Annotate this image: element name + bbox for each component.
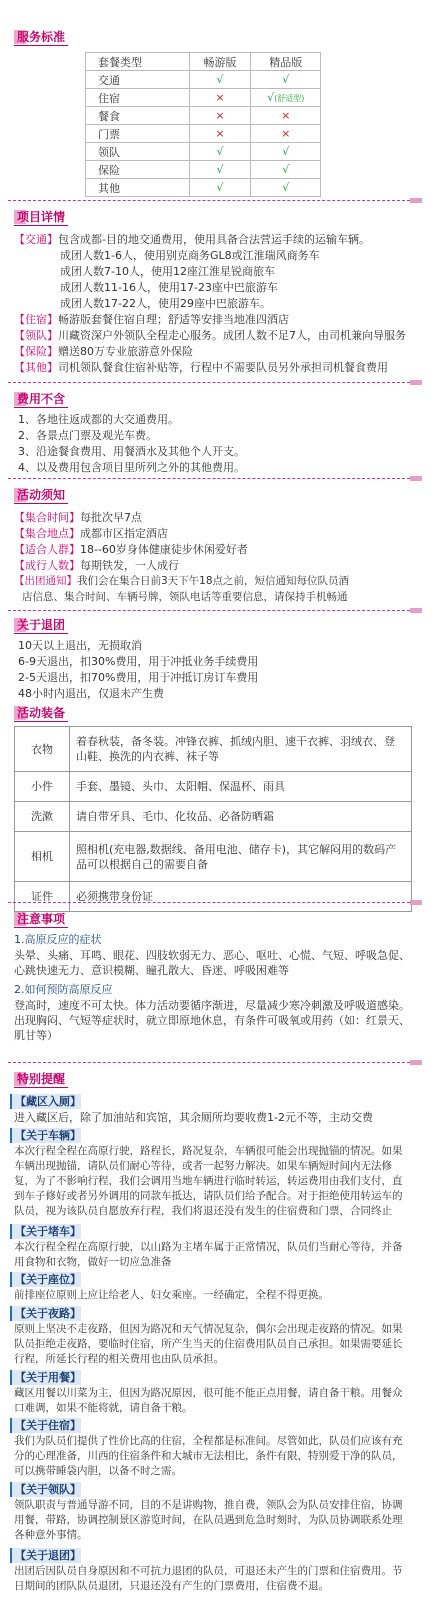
- notice-row: 【适合人群】18--60岁身体健康徒步休闲爱好者: [14, 543, 248, 556]
- section-title-equipment: 活动装备: [14, 706, 68, 720]
- check-mark: √: [189, 71, 251, 89]
- attention-q1: 1.高原反应的症状: [14, 933, 102, 946]
- excluded-item: 4、以及费用包含项目里所列之外的其他费用。: [18, 461, 245, 474]
- detail-other: 【其他】司机领队餐食住宿补贴等，行程中不需要队员另外承担司机餐食费用: [14, 361, 388, 374]
- section-title-special: 特别提醒: [14, 1072, 68, 1086]
- attention-a1: 头晕、头痛、耳鸣、眼花、四肢软弱无力、恶心、呕吐、心慌、气短、呼吸急促、心跳快速无力、意识模糊、瞳孔散大、昏迷、呼吸困难等: [14, 949, 410, 977]
- section-divider: [8, 610, 410, 611]
- table-row: [86, 161, 321, 179]
- detail-stay: 【住宿】畅游版套餐住宿自理；舒适等安排当地准四酒店: [14, 313, 289, 326]
- table-row: [86, 89, 321, 107]
- table-cell: 其他: [86, 179, 190, 197]
- table-cell: 着春秋装，备冬装。冲锋衣裤、抓绒内胆、速干衣裤、羽绒衣、登山鞋、换洗的内衣裤、袜子等: [70, 727, 412, 772]
- table-cell: 照相机(充电器,数据线、备用电池、储存卡)，其它解闷用的数码产品可以根据自己的需要自备: [70, 832, 412, 882]
- table-header: 套餐类型: [86, 53, 190, 71]
- table-row: [86, 179, 321, 197]
- table-header: 畅游版: [189, 53, 251, 71]
- cross-mark: ×: [251, 107, 321, 125]
- section-title-notice: 活动须知: [14, 488, 68, 502]
- table-header: 精品版: [251, 53, 321, 71]
- attention-q2: 2.如何预防高原反应: [14, 983, 113, 996]
- check-mark: √: [189, 179, 251, 197]
- notice-notify-cont: 店信息、集合时间、车辆号牌，领队电话等重要信息，请保持手机畅通: [22, 591, 348, 603]
- notice-row: 【集合时间】每批次早7点: [14, 511, 142, 524]
- table-cell: 请自带牙具、毛巾、化妆品、必备防晒霜: [70, 802, 412, 832]
- equipment-table: [14, 726, 412, 912]
- table-cell: 门票: [86, 125, 190, 143]
- check-mark: √: [189, 161, 251, 179]
- table-row: [15, 832, 412, 882]
- special-text: 藏区用餐以川菜为主，但因为路况原因，很可能不能正点用餐，请自备干粮。用餐众口难调，如果不能将就，请自备干粮。: [14, 1387, 403, 1414]
- special-text: 我们为队员们提供了性价比高的住宿，全程都是标准间。尽管如此，队员们应该有充分的心理准备，川西的住宿条件和大城市无法相比，条件有限，特别爱干净的队员，可以携带睡袋内胆，以备不时之需。: [14, 1435, 403, 1477]
- check-mark: √: [251, 179, 321, 197]
- vehicle-line: 成团人数7-10人，使用12座江淮星锐商旅车: [60, 265, 275, 278]
- service-table: [85, 52, 321, 197]
- table-cell: 必须携带身份证: [70, 882, 412, 912]
- table-row: [86, 125, 321, 143]
- table-cell: 证件: [15, 882, 70, 912]
- section-title-refund: 关于退团: [14, 618, 68, 632]
- excluded-item: 3、沿途餐食费用、用餐酒水及其他个人开支。: [18, 445, 245, 458]
- special-tag: 【关于住宿】: [10, 1418, 81, 1433]
- refund-item: 10天以上退出，无损取消: [18, 639, 142, 652]
- excluded-item: 2、各景点门票及观光车费。: [18, 429, 157, 442]
- notice-row: 【成行人数】每期铁发，一人成行: [14, 559, 179, 572]
- table-cell: 小件: [15, 772, 70, 802]
- table-cell: 相机: [15, 832, 70, 882]
- special-text: 进入藏区后，除了加油站和宾馆，其余厕所均要收费1-2元不等，主动交费: [14, 1111, 373, 1124]
- detail-insurance: 【保险】赠送80万专业旅游意外保险: [14, 345, 193, 358]
- excluded-item: 1、各地往返成都的大交通费用。: [18, 413, 179, 426]
- special-tag: 【关于夜路】: [10, 1306, 81, 1321]
- table-row: [15, 882, 412, 912]
- table-row: [86, 143, 321, 161]
- table-note: (舒适型): [274, 94, 305, 103]
- cross-mark: ×: [189, 125, 251, 143]
- check-mark: √: [251, 71, 321, 89]
- table-cell: 衣物: [15, 727, 70, 772]
- section-title-excluded: 费用不含: [14, 392, 68, 406]
- table-cell: 住宿: [86, 89, 190, 107]
- special-text: 领队职责与普通导游不同，目的不是讲购物，推自费，领队会为队员安排住宿，协调用餐，带路，协调控制景区游览时间，在队员遇到危急时刻时，为队员协调联系处理各种意外事情。: [14, 1499, 403, 1541]
- section-title-details: 项目详情: [14, 210, 68, 224]
- attention-a2: 登高时，速度不可太快。体力活动要循序渐进，尽量减少寒冷刺激及呼吸道感染。出现胸闷、气短等症状时，就立即原地休息，有条件可吸氧或用药（如：红景天、肌甘等）: [14, 999, 410, 1042]
- refund-item: 48小时内退出，仅退未产生费: [18, 687, 164, 700]
- cross-mark: ×: [251, 125, 321, 143]
- special-text: 前排座位原则上应让给老人、妇女乘座。一经确定，全程不得更换。: [14, 1289, 329, 1301]
- section-divider: [8, 200, 410, 201]
- special-tag: 【关于堵车】: [10, 1224, 81, 1239]
- section-divider: [8, 382, 410, 383]
- table-cell: 手套、墨镜、头巾、太阳帽、保温杯、雨具: [70, 772, 412, 802]
- vehicle-line: 成团人数11-16人，使用17-23座中巴旅游车: [60, 281, 278, 294]
- cross-mark: ×: [189, 89, 251, 107]
- table-cell: 交通: [86, 71, 190, 89]
- special-tag: 【关于领队】: [10, 1482, 81, 1497]
- special-text: 本次行程全程在高原行驶，以山路为主堵车属于正常情况，队员们当耐心等待，并备用食物和衣物，做好一切应急准备: [14, 1241, 403, 1268]
- notice-row: 【集合地点】成都市区指定酒店: [14, 527, 168, 540]
- check-mark: √: [251, 143, 321, 161]
- table-row: [15, 727, 412, 772]
- vehicle-line: 成团人数1-6人，使用别克商务GL8或江淮瑞风商务车: [60, 249, 320, 262]
- table-row: [86, 107, 321, 125]
- section-title-attention: 注意事项: [14, 912, 68, 926]
- check-mark: √(舒适型): [251, 89, 321, 107]
- table-cell: 洗漱: [15, 802, 70, 832]
- table-row: [86, 71, 321, 89]
- check-mark: √: [189, 143, 251, 161]
- check-mark: √: [251, 161, 321, 179]
- notice-notify: 【出团通知】我们会在集合日前3天下午18点之前，短信通知每位队员酒: [14, 575, 350, 587]
- special-text: 出团后因队员自身原因和不可抗力退团的队员，可退还未产生的门票和住宿费用。节日期间的团队队员退团，只退还没有产生的门票费用，住宿费不退。: [14, 1565, 403, 1592]
- table-row: [15, 802, 412, 832]
- special-tag: 【关于退团】: [10, 1548, 81, 1563]
- vehicle-line: 成团人数17-22人，使用29座中巴旅游车。: [60, 297, 271, 310]
- section-divider: [8, 1062, 410, 1063]
- detail-transport: 【交通】包含成都-目的地交通费用，使用具备合法营运手续的运输车辆。: [14, 233, 370, 246]
- table-cell: 领队: [86, 143, 190, 161]
- special-tag: 【藏区入厕】: [10, 1094, 81, 1109]
- cross-mark: ×: [189, 107, 251, 125]
- detail-leader: 【领队】川藏资深户外领队全程走心服务。成团人数不足7人，由司机兼向导服务: [14, 329, 406, 342]
- refund-item: 6-9天退出，扣30%费用，用于冲抵业务手续费用: [18, 655, 259, 668]
- special-tag: 【关于车辆】: [10, 1128, 81, 1143]
- table-row: [15, 772, 412, 802]
- section-divider: [8, 902, 410, 903]
- special-tag: 【关于用餐】: [10, 1370, 81, 1385]
- refund-item: 2-5天退出，扣70%费用，用于冲抵订房订车费用: [18, 671, 259, 684]
- special-text: 原则上坚决不走夜路，但因为路况和天气情况复杂，偶尔会出现走夜路的情况。如果队员拒绝走夜路，要临时住宿，所产生当天的住宿费用队员自己承担。如果需要延长行程，所延长行程的相关费用也由队员承担。: [14, 1323, 403, 1365]
- special-text: 本次行程全程在高原行驶，路程长，路况复杂，车辆很可能会出现抛锚的情况。如果车辆出现抛锚，请队员们耐心等待，或者一起努力解决。如果车辆短时间内无法修复，为了不影响行程，我们会调用当地车辆进行临时转运，转运费用由我们支付，直到车子修好或者另外调用的同款车抵达，请队员们给予配合。对于拒绝使用转运车的队员，视为该队员自愿放弃行程，我们将退还没有发生的住宿费和门票，合同终止: [14, 1145, 403, 1217]
- table-header-row: [86, 53, 321, 71]
- special-tag: 【关于座位】: [10, 1272, 81, 1287]
- section-divider: [8, 478, 410, 479]
- table-cell: 保险: [86, 161, 190, 179]
- section-title-service: 服务标准: [14, 30, 68, 44]
- table-cell: 餐食: [86, 107, 190, 125]
